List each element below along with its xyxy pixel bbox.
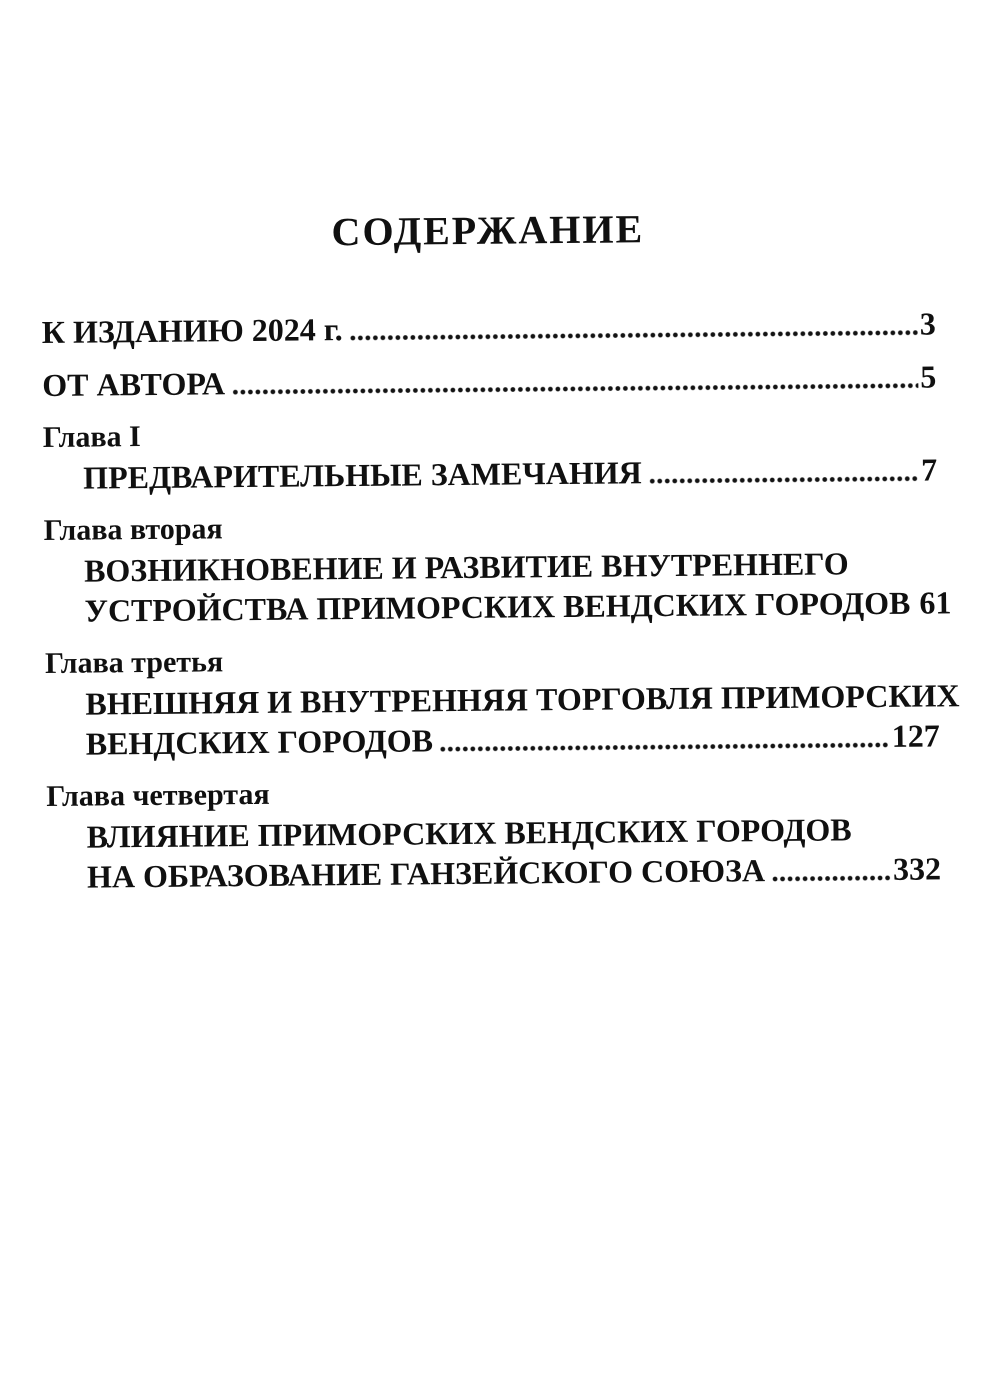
- page-number: 3: [919, 305, 936, 342]
- page-title: СОДЕРЖАНИЕ: [331, 206, 645, 255]
- toc-line-with-page: [46, 715, 940, 764]
- toc-line-text: НА ОБРАЗОВАНИЕ ГАНЗЕЙСКОГО СОЮЗА: [86, 852, 766, 895]
- dot-leader: [440, 742, 890, 752]
- chapter-label: Глава третья: [44, 645, 224, 680]
- page-number: 61: [919, 584, 952, 621]
- dot-leader: [772, 875, 891, 882]
- toc-list: [41, 303, 960, 897]
- toc-entry: [42, 356, 936, 405]
- toc-line-text: УСТРОЙСТВА ПРИМОРСКИХ ВЕНДСКИХ ГОРОДОВ: [84, 584, 911, 629]
- toc-entry: [43, 502, 952, 631]
- page-number: 332: [892, 850, 942, 887]
- toc-line-with-page: [44, 582, 952, 631]
- toc-entry: [43, 409, 938, 498]
- page-number: 127: [891, 717, 940, 754]
- page-number: 7: [920, 451, 938, 488]
- toc-line-text: К ИЗДАНИЮ 2024 г.: [41, 311, 343, 351]
- toc-line-with-page: [47, 848, 941, 897]
- toc-line-with-page: [42, 303, 936, 352]
- toc-line-text: ВЕНДСКИХ ГОРОДОВ: [85, 722, 434, 762]
- toc-line: ВОЗНИКНОВЕНИЕ И РАЗВИТИЕ ВНУТРЕННЕГО: [83, 545, 849, 589]
- toc-entry: [46, 768, 941, 897]
- toc-line-text: ПРЕДВАРИТЕЛЬНЫЕ ЗАМЕЧАНИЯ: [83, 454, 642, 496]
- chapter-label: Глава четвертая: [46, 777, 270, 813]
- chapter-label: Глава вторая: [43, 512, 223, 548]
- toc-line-text: ОТ АВТОРА: [42, 365, 226, 404]
- toc-line: ВЛИЯНИЕ ПРИМОРСКИХ ВЕНДСКИХ ГОРОДОВ: [86, 811, 852, 855]
- toc-entry: [44, 635, 960, 764]
- dot-leader: [649, 476, 919, 485]
- toc-entry: [42, 303, 936, 352]
- chapter-label: Глава I: [42, 420, 141, 455]
- toc-content: [41, 203, 960, 910]
- toc-line-with-page: [42, 356, 936, 405]
- toc-line-with-page: [43, 449, 937, 498]
- dot-leader: [350, 330, 918, 341]
- dot-leader: [232, 383, 918, 396]
- page-number: 5: [920, 358, 937, 395]
- toc-line: ВНЕШНЯЯ И ВНУТРЕННЯЯ ТОРГОВЛЯ ПРИМОРСКИХ: [85, 677, 960, 722]
